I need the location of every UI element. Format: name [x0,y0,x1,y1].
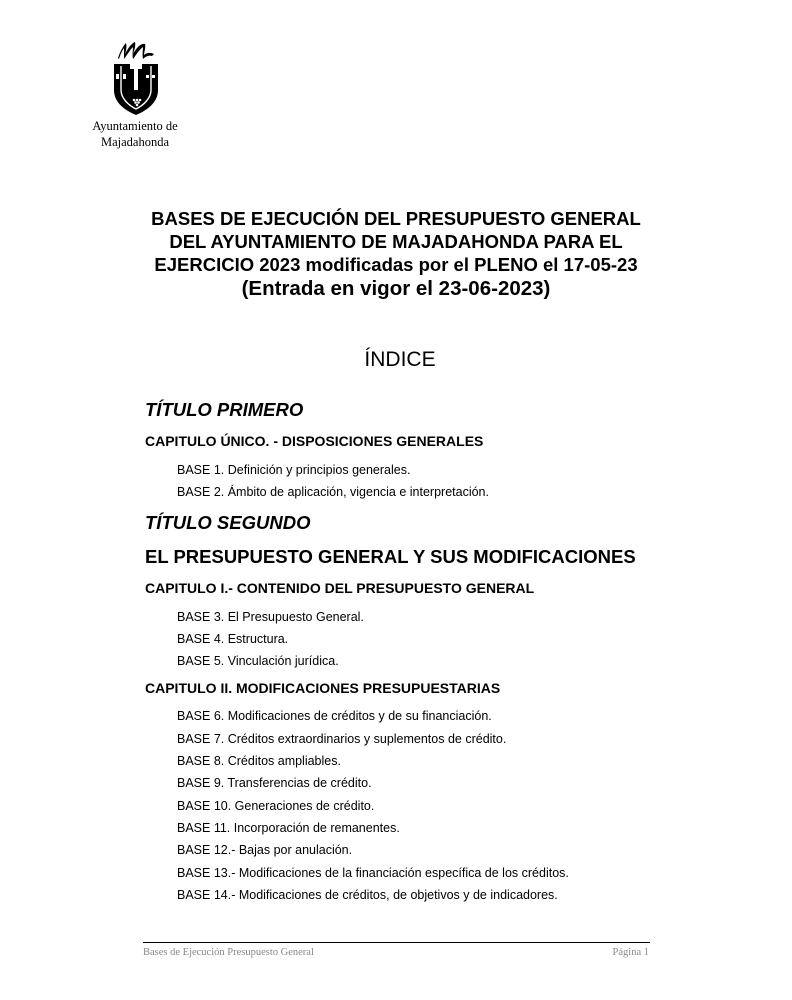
index-heading: ÍNDICE [364,348,436,371]
title-line-2: DEL AYUNTAMIENTO DE MAJADAHONDA PARA EL [169,231,623,252]
toc-base-item[interactable]: BASE 6. Modificaciones de créditos y de su financiación. [177,709,492,724]
toc-base-item[interactable]: BASE 13.- Modificaciones de la financiación específica de los créditos. [177,865,569,880]
table-of-contents [145,398,665,906]
toc-titulo-primero[interactable]: TÍTULO PRIMERO [145,399,304,420]
toc-base-item[interactable]: BASE 3. El Presupuesto General. [177,609,364,624]
title-line-4: (Entrada en vigor el 23-06-2023) [241,277,551,300]
toc-base-item[interactable]: BASE 11. Incorporación de remanentes. [177,820,400,835]
toc-base-item[interactable]: BASE 5. Vinculación jurídica. [177,654,339,669]
toc-base-item[interactable]: BASE 2. Ámbito de aplicación, vigencia e interpretación. [177,485,489,500]
toc-base-item[interactable]: BASE 10. Generaciones de crédito. [177,798,375,813]
toc-base-item[interactable]: BASE 4. Estructura. [177,631,289,646]
toc-base-item[interactable]: BASE 9. Transferencias de crédito. [177,776,372,791]
title-line-1: BASES DE EJECUCIÓN DEL PRESUPUESTO GENERAL [151,208,641,229]
toc-capitulo-unico[interactable]: CAPITULO ÚNICO. - DISPOSICIONES GENERALES [145,433,484,449]
toc-base-item[interactable]: BASE 1. Definición y principios generales. [177,463,411,477]
document-title [100,207,692,302]
toc-base-item[interactable]: BASE 7. Créditos extraordinarios y suplementos de crédito. [177,731,507,746]
toc-capitulo-1[interactable]: CAPITULO I.- CONTENIDO DEL PRESUPUESTO GENERAL [145,579,535,596]
coat-of-arms-icon [108,38,164,116]
title-line-3: EJERCICIO 2023 modificadas por el PLENO el 17-05-23 [154,254,638,275]
logo-caption-line1: Ayuntamiento de [92,119,178,133]
toc-titulo-segundo[interactable]: TÍTULO SEGUNDO [145,511,311,533]
toc-base-item[interactable]: BASE 8. Créditos ampliables. [177,754,341,769]
logo-caption [70,118,200,150]
footer-page-number: Página 1 [612,947,649,958]
logo-caption-line2: Majadahonda [100,135,170,149]
toc-base-item[interactable]: BASE 14.- Modificaciones de créditos, de objetivos y de indicadores. [177,887,558,902]
toc-seccion-presupuesto[interactable]: EL PRESUPUESTO GENERAL Y SUS MODIFICACIONES [145,545,636,567]
toc-base-item[interactable]: BASE 12.- Bajas por anulación. [177,843,353,858]
footer-document-name: Bases de Ejecución Presupuesto General [143,947,314,958]
footer-divider [143,942,650,943]
toc-capitulo-2[interactable]: CAPITULO II. MODIFICACIONES PRESUPUESTARIAS [145,680,501,697]
